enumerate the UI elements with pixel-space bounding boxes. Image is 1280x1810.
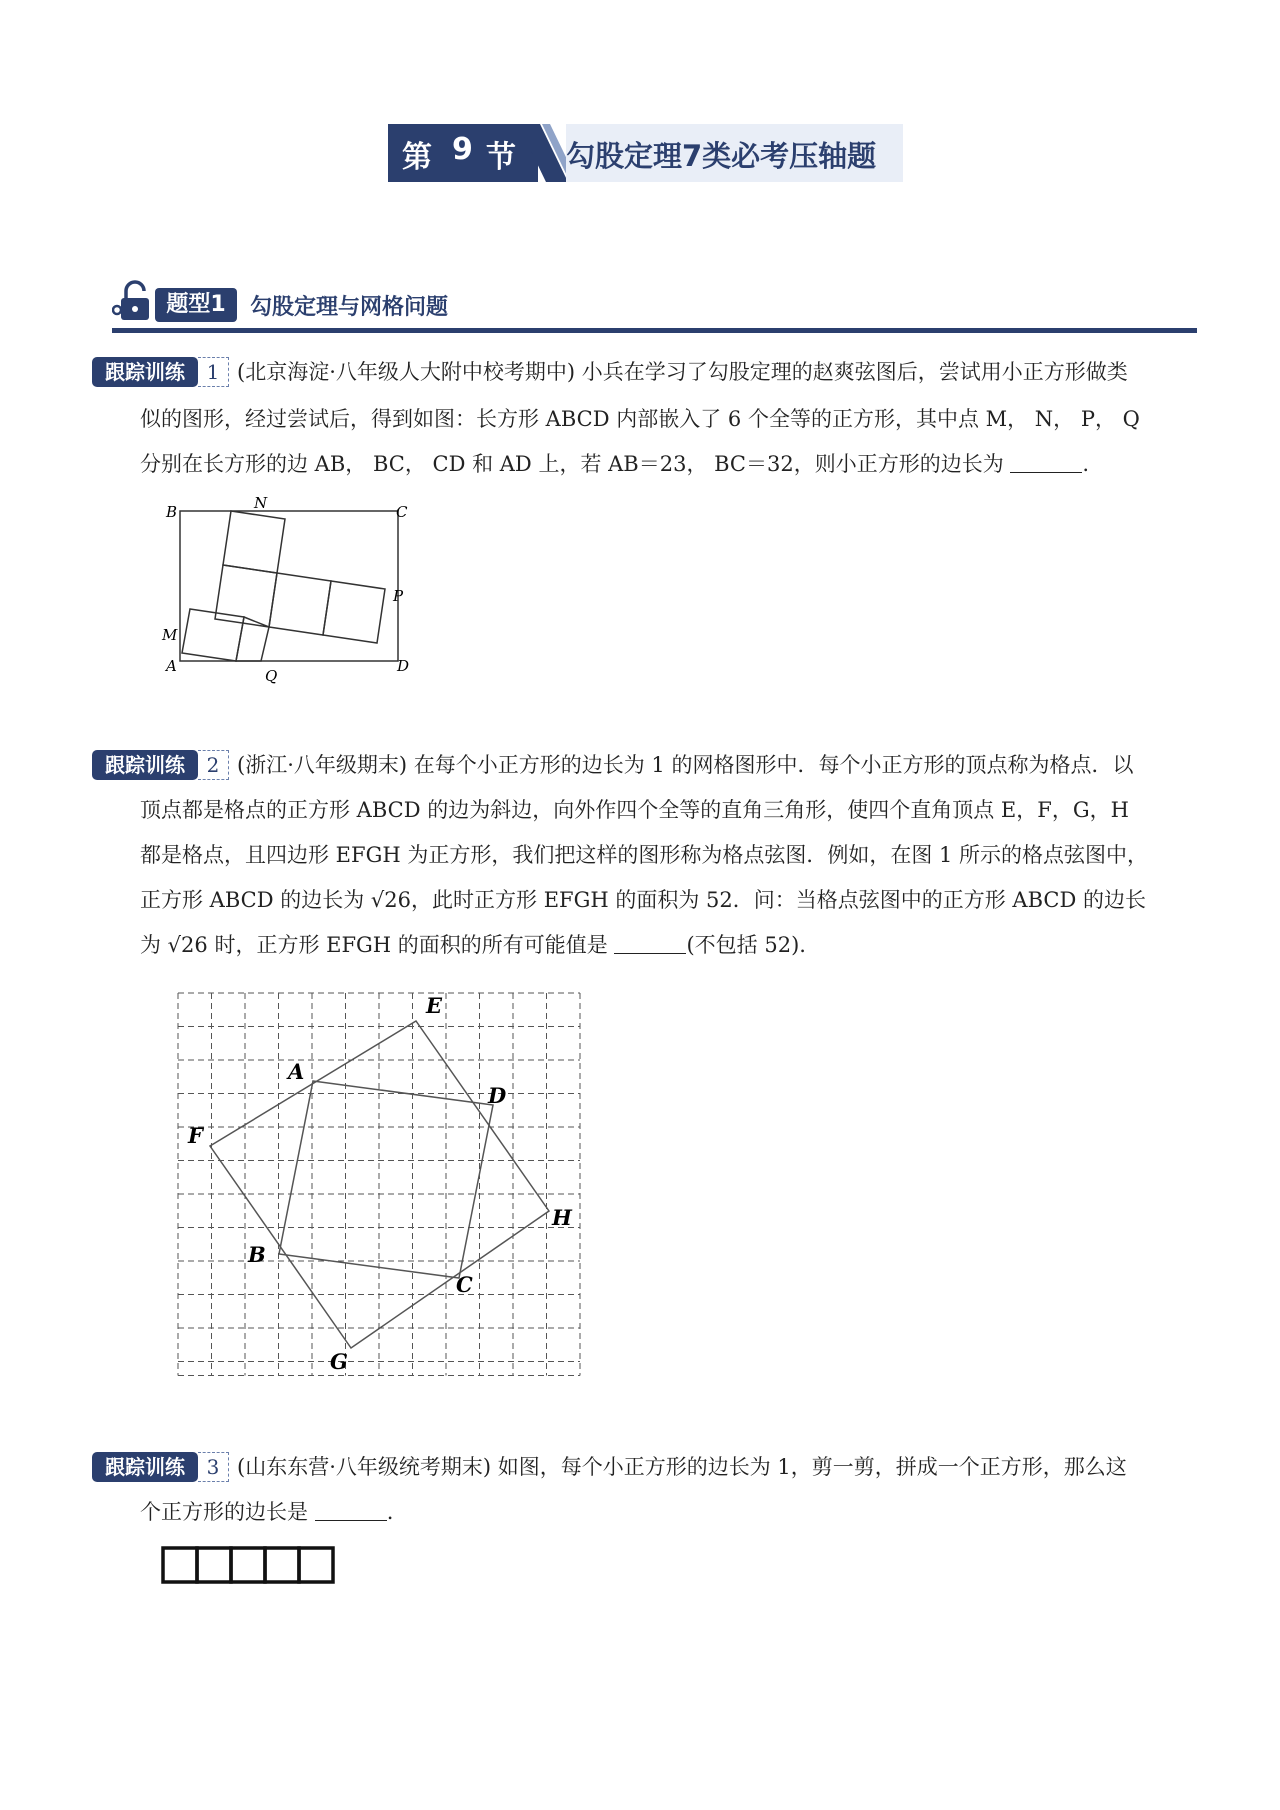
label-D: D <box>488 1083 507 1108</box>
label-M: M <box>162 626 178 644</box>
exercise-2-end: (不包括 52). <box>686 933 806 957</box>
label-B: B <box>248 1242 266 1267</box>
exercise-1-line-3-text: 分别在长方形的边 AB， BC， CD 和 AD 上，若 AB＝23， BC＝32，则小正方形的边长为 <box>140 452 1004 476</box>
label-E: E <box>426 993 443 1018</box>
label-Q: Q <box>265 667 278 685</box>
label-G: G <box>330 1349 348 1374</box>
section-number-block <box>388 124 538 182</box>
exercise-3-end: . <box>386 1500 394 1524</box>
label-C: C <box>456 1272 473 1297</box>
exercise-3-line-2 <box>140 1497 393 1527</box>
exercise-2-line-1: (浙江·八年级期末) 在每个小正方形的边长为 1 的网格图形中．每个小正方形的顶点称为格点．以 <box>237 753 1134 777</box>
exercise-3-line-1: (山东东营·八年级统考期末) 如图，每个小正方形的边长为 1，剪一剪，拼成一个正方形，那么这 <box>237 1455 1127 1479</box>
label-P: P <box>393 587 404 605</box>
section-title-block <box>566 124 903 182</box>
exercise-1-line-2: 似的图形，经过尝试后，得到如图：长方形 ABCD 内部嵌入了 6 个全等的正方形，其中点 M， N， P， Q <box>140 407 1140 431</box>
answer-blank <box>1010 452 1082 473</box>
unit-square <box>299 1548 333 1582</box>
section-label-1: 第 <box>402 140 432 175</box>
figure-1-rectangle <box>160 495 430 685</box>
exercise-1-line-1: (北京海淀·八年级人大附中校考期中) 小兵在学习了勾股定理的赵爽弦图后，尝试用小正方形做类 <box>237 360 1128 384</box>
exercise-2-line-2: 顶点都是格点的正方形 ABCD 的边为斜边，向外作四个全等的直角三角形，使四个直角顶点 E，F，G，H <box>140 798 1129 822</box>
section-title: 勾股定理7类必考压轴题 <box>566 139 877 173</box>
exercise-number: 3 <box>198 1452 229 1482</box>
unit-square <box>231 1548 265 1582</box>
answer-blank <box>315 1500 387 1521</box>
exercise-1-line-3 <box>140 449 1089 479</box>
label-F: F <box>188 1123 203 1148</box>
unit-square <box>197 1548 231 1582</box>
exercise-number: 2 <box>198 750 229 780</box>
answer-blank <box>614 933 686 954</box>
exercise-number: 1 <box>198 357 229 387</box>
figure-3-cells <box>160 1545 345 1590</box>
section-label-2: 9 <box>452 132 473 167</box>
exercise-2-line-5-text: 为 √26 时，正方形 EFGH 的面积的所有可能值是 <box>140 933 608 957</box>
label-A: A <box>166 657 177 675</box>
topic-divider <box>112 328 1197 333</box>
label-H: H <box>552 1205 572 1230</box>
lock-icon <box>112 280 152 326</box>
section-label-3: 节 <box>486 140 516 175</box>
unit-square <box>163 1548 197 1582</box>
label-B: B <box>166 503 178 521</box>
chapter-banner <box>388 124 903 182</box>
label-N: N <box>254 495 268 512</box>
exercise-2-line-5 <box>140 930 806 960</box>
exercise-2-line-4: 正方形 ABCD 的边长为 √26，此时正方形 EFGH 的面积为 52．问：当格点弦图中的正方形 ABCD 的边长 <box>140 888 1146 912</box>
figure-2-grid <box>170 985 590 1380</box>
topic-title: 勾股定理与网格问题 <box>250 295 449 320</box>
label-C: C <box>396 503 408 521</box>
label-D: D <box>397 657 410 675</box>
exercise-2-line-3: 都是格点，且四边形 EFGH 为正方形，我们把这样的图形称为格点弦图．例如，在图 1 所示的格点弦图中， <box>140 843 1149 867</box>
unit-square <box>265 1548 299 1582</box>
exercise-tag-label: 跟踪训练 <box>92 1452 198 1482</box>
exercise-3-line-2-text: 个正方形的边长是 <box>140 1500 308 1524</box>
exercise-1-end: . <box>1082 452 1090 476</box>
topic-tag: 题型1 <box>155 288 237 322</box>
exercise-tag-label: 跟踪训练 <box>92 357 198 387</box>
label-A: A <box>288 1059 305 1084</box>
exercise-tag-label: 跟踪训练 <box>92 750 198 780</box>
